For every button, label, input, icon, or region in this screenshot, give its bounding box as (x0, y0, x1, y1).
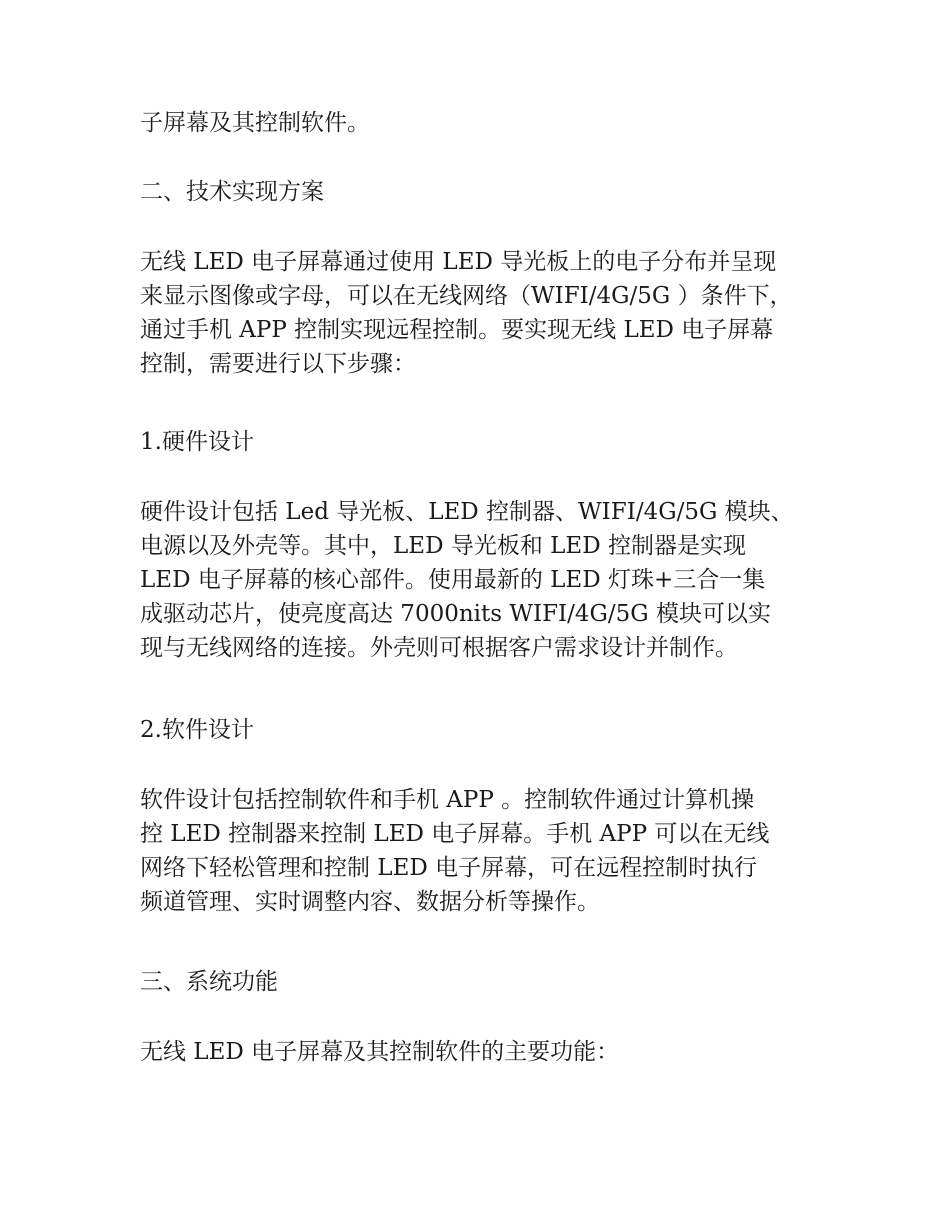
text-line: 控 LED 控制器来控制 LED 电子屏幕。手机 APP 可以在无线 (140, 821, 770, 847)
text-line: 无线 LED 电子屏幕及其控制软件的主要功能： (140, 1039, 620, 1065)
heading-text: 1.硬件设计 (140, 429, 254, 455)
text-line: LED 电子屏幕的核心部件。使用最新的 LED 灯珠+三合一集 (140, 567, 766, 593)
heading-text: 二、技术实现方案 (140, 179, 324, 205)
text-line: 电源以及外壳等。其中，LED 导光板和 LED 控制器是实现 (140, 533, 746, 559)
text-line: 子屏幕及其控制软件。 (140, 110, 370, 136)
paragraph-hardware (140, 495, 840, 665)
subheading-software (140, 713, 840, 747)
text-line: 软件设计包括控制软件和手机 APP 。控制软件通过计算机操 (140, 787, 755, 813)
section-heading-3 (140, 965, 840, 999)
text-line: 现与无线网络的连接。外壳则可根据客户需求设计并制作。 (140, 635, 738, 661)
text-line: 通过手机 APP 控制实现远程控制。要实现无线 LED 电子屏幕 (140, 317, 774, 343)
text-line: 无线 LED 电子屏幕通过使用 LED 导光板上的电子分布并呈现 (140, 249, 777, 275)
text-line: 来显示图像或字母，可以在无线网络（WIFI/4G/5G ）条件下， (140, 283, 793, 309)
paragraph-continuation (140, 106, 840, 140)
subheading-hardware (140, 425, 840, 459)
heading-text: 三、系统功能 (140, 969, 278, 995)
paragraph-intro (140, 245, 840, 381)
section-heading-2 (140, 175, 840, 209)
text-line: 成驱动芯片，使亮度高达 7000nits WIFI/4G/5G 模块可以实 (140, 601, 771, 627)
text-line: 频道管理、实时调整内容、数据分析等操作。 (140, 889, 600, 915)
text-line: 网络下轻松管理和控制 LED 电子屏幕，可在远程控制时执行 (140, 855, 758, 881)
heading-text: 2.软件设计 (140, 717, 254, 743)
text-line: 硬件设计包括 Led 导光板、LED 控制器、WIFI/4G/5G 模块、 (140, 499, 794, 525)
paragraph-software (140, 783, 840, 919)
paragraph-functions (140, 1035, 840, 1069)
text-line: 控制，需要进行以下步骤： (140, 351, 416, 377)
